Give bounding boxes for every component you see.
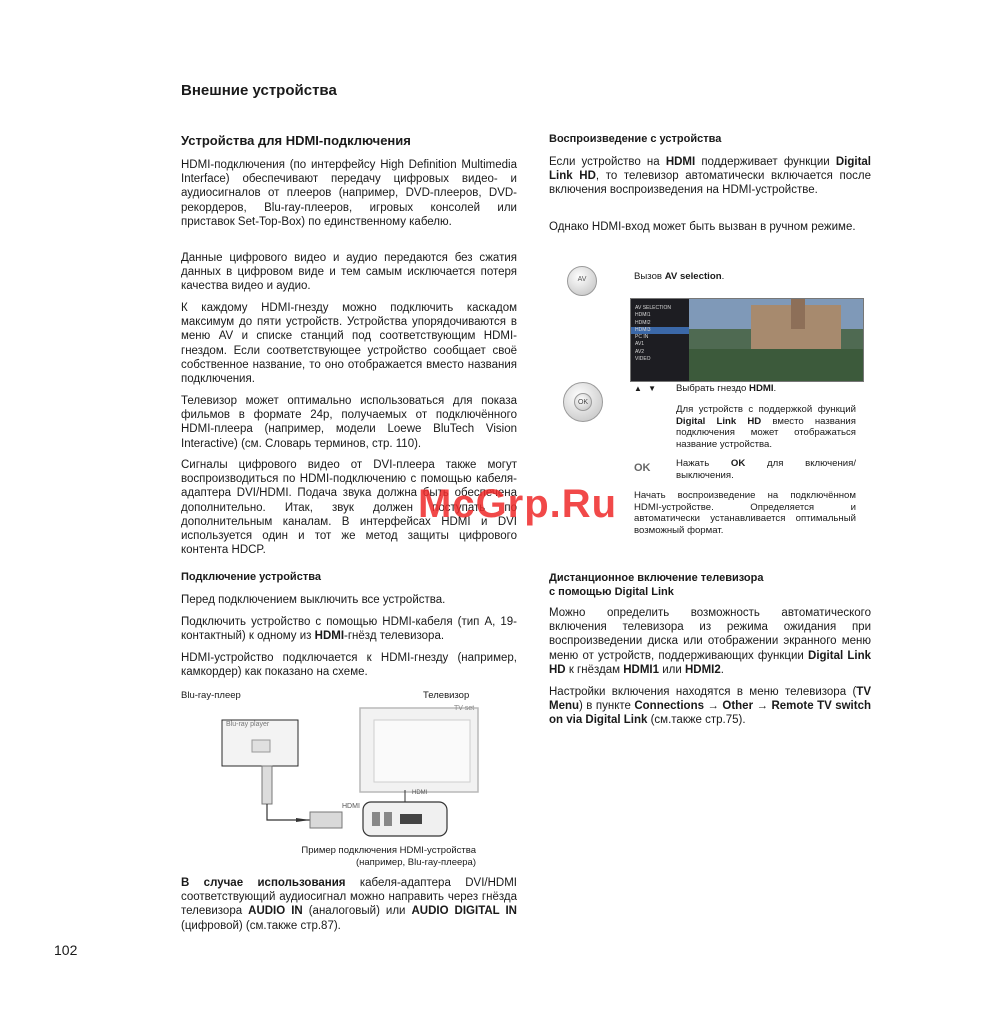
connect-cable-text: Подключить устройство с помощью HDMI-кабеля (тип A, 19-контактный) к одному из — [181, 616, 517, 643]
ok-key-icon: OK — [634, 462, 651, 474]
auto-on-bold-2: Digital Link HD — [549, 156, 871, 183]
step-select-hdmi-end: . — [773, 383, 777, 394]
paragraph-cascade: К каждому HDMI-гнезду можно подключить каскадом максимум до пяти устройств. Устройства упорядочиваются в меню AV и списке станций под соответствующим HDMI-гнездом. Если соответствующее устройство сообщает своё собственное название, то оно отображается вместо названия подключения. — [181, 302, 517, 386]
paragraph-auto-on — [549, 155, 871, 198]
paragraph-uncompressed: Данные цифрового видео и аудио передаются без сжатия данных в цифровом виде и тем самым исключается потеря качества видео и аудио. — [181, 252, 517, 293]
digital-link-note-bold: Digital Link HD — [676, 415, 762, 427]
av-menu-item: VIDEO — [635, 356, 651, 363]
dvi-audio-text-1: кабеля-адаптера DVI/HDMI соответствующий аудиосигнал можно направить через гнёзда телевизора — [181, 877, 517, 918]
remote-check-text-4: . — [720, 663, 724, 676]
paragraph-connect-cable — [181, 615, 517, 643]
connect-section-heading: Подключение устройства — [181, 571, 321, 583]
remote-check-text-2: к гнёздам — [565, 663, 624, 676]
dvi-audio-bold-3: AUDIO DIGITAL IN — [411, 905, 517, 918]
paragraph-power-off: Перед подключением выключить все устройства. — [181, 594, 446, 606]
remote-check-bold-2: HDMI1 — [623, 663, 659, 676]
paragraph-manual: Однако HDMI-вход может быть вызван в ручном режиме. — [549, 221, 856, 233]
step-press-ok — [676, 458, 856, 481]
remote-check-bold-3: HDMI2 — [684, 663, 721, 676]
paragraph-hdmi-intro: HDMI-подключения (по интерфейсу High Definition Multimedia Interface) обеспечивают передачу цифровых видео- и аудиосигналов от плееров (например, DVD-плееров, DVD-рекордеров, Blu-ray-плееров, игровых консолей или приставок Set-Top-Box) по единственному кабелю. — [181, 159, 517, 228]
av-menu-item: HDMI1 — [635, 312, 651, 319]
av-button-icon — [567, 266, 597, 296]
step-digital-link-note — [676, 404, 856, 450]
figure-label-tv: Телевизор — [423, 690, 470, 701]
remote-check-text-1: Можно определить возможность автоматического включения телевизора из режима ожидания при воспроизведении диска или отображении экранного меню меню от устройств, поддерживающих функции — [549, 607, 871, 662]
av-menu-item: AV1 — [635, 341, 645, 348]
remote-check-text-3: или — [659, 663, 685, 676]
tv-tag: TV set — [454, 705, 475, 712]
step-call-av-text: Вызов — [634, 271, 665, 282]
press-ok-bold: OK — [730, 458, 746, 469]
av-selection-menu — [631, 299, 689, 381]
figure-caption-line-1: Пример подключения HDMI-устройства — [301, 845, 476, 856]
nav-wheel-icon — [563, 382, 603, 422]
paragraph-24p: Телевизор может оптимально использоваться для показа фильмов в формате 24p, получаемых от подключённого HDMI-плеера (например, модели Loewe BluTech Vision Interactive) (см. Словарь терминов, стр. 110). — [181, 395, 517, 450]
remote-on-heading-line-2: с помощью Digital Link — [549, 586, 674, 598]
av-menu-title: AV SELECTION — [635, 305, 672, 311]
watermark: McGrp.Ru — [418, 482, 618, 526]
hdmi-in-tag: HDMI — [412, 790, 428, 796]
dvi-audio-text-3: (цифровой) (см.также стр.87). — [181, 919, 341, 932]
up-down-arrows-icon: ▲ ▼ — [634, 384, 659, 393]
step-select-hdmi-text: Выбрать гнездо — [676, 383, 750, 394]
av-menu-item: AV2 — [635, 348, 645, 355]
paragraph-dvi: Сигналы цифрового видео от DVI-плеера также могут воспроизводиться по HDMI-подключению с помощью кабеля-адаптера DVI/HDMI. Подача звука должна быть обеспечена дополнительно. Итак, звук должен поступать по дополнительным каналам. В интерфейсах HDMI и DVI используется один и тот же метод защиты цифрового контента HDCP. — [181, 459, 517, 557]
av-button-label: AV — [577, 276, 587, 283]
step-call-av — [634, 271, 724, 283]
step-start-playback: Начать воспроизведение на подключённом HDMI-устройстве. Определяется и автоматически устанавливается оптимальный возможный формат. — [634, 490, 856, 536]
page-title: Внешние устройства — [181, 82, 337, 99]
av-menu-item: HDMI2 — [635, 319, 651, 326]
connection-diagram — [200, 702, 480, 840]
digital-link-note-end: вместо названия подключения может отображаться название устройства. — [676, 415, 856, 450]
press-ok-end: для включения/выключения. — [676, 458, 856, 481]
dvi-audio-text-2: (аналоговый) или — [302, 905, 412, 918]
figure-caption — [276, 845, 476, 869]
auto-on-text-3: , то телевизор автоматически включается после включения воспроизведения на HDMI-устройстве. — [549, 170, 871, 197]
remote-settings-bold-1: TV Menu — [549, 686, 871, 713]
paragraph-dvi-audio — [181, 876, 517, 933]
hdmi-plug-tag: HDMI — [342, 803, 360, 810]
connect-cable-bold: HDMI — [314, 630, 345, 643]
dvi-audio-bold-2: AUDIO IN — [248, 905, 303, 918]
remote-settings-text-2: ) в пункте — [579, 700, 635, 713]
ok-center-button: OK — [574, 393, 592, 411]
remote-settings-text-1: Настройки включения находятся в меню телевизора ( — [549, 686, 857, 698]
step-select-hdmi-bold: HDMI — [749, 383, 774, 394]
paragraph-remote-check — [549, 606, 871, 677]
hdmi-section-heading: Устройства для HDMI-подключения — [181, 133, 411, 148]
remote-on-heading — [549, 571, 871, 599]
auto-on-text-2: поддерживает функции — [695, 156, 836, 168]
paragraph-remote-settings — [549, 685, 871, 728]
remote-on-heading-line-1: Дистанционное включение телевизора — [549, 572, 764, 584]
remote-settings-bold-2: Connections → Other → Remote TV switch on via Digital Link — [549, 700, 872, 727]
auto-on-bold-1: HDMI — [665, 156, 696, 168]
playback-section-heading: Воспроизведение с устройства — [549, 133, 722, 145]
tv-screenshot — [630, 298, 864, 382]
auto-on-text-1: Если устройство на — [549, 156, 666, 168]
player-tag: Blu-ray player — [226, 721, 270, 728]
step-call-av-bold: AV selection — [664, 271, 722, 282]
connect-cable-text-end: -гнёзд телевизора. — [344, 630, 445, 643]
figure-caption-line-2: (например, Blu-ray-плеера) — [355, 857, 476, 868]
dvi-audio-bold-1: В случае использования — [181, 877, 346, 889]
page-number: 102 — [54, 942, 78, 958]
figure-label-player: Blu-ray-плеер — [181, 690, 241, 701]
remote-check-bold-1: Digital Link HD — [549, 649, 871, 676]
step-call-av-end: . — [721, 271, 725, 282]
paragraph-scheme: HDMI-устройство подключается к HDMI-гнезду (например, камкордер) как показано на схеме. — [181, 652, 517, 679]
av-menu-item-selected: HDMI3 — [631, 327, 689, 334]
press-ok-text: Нажать — [676, 458, 731, 469]
remote-settings-text-3: (см.также стр.75). — [647, 714, 746, 727]
digital-link-note-text: Для устройств с поддержкой функций — [676, 404, 856, 415]
av-menu-item: PC IN — [635, 334, 649, 341]
step-select-hdmi — [676, 383, 856, 395]
